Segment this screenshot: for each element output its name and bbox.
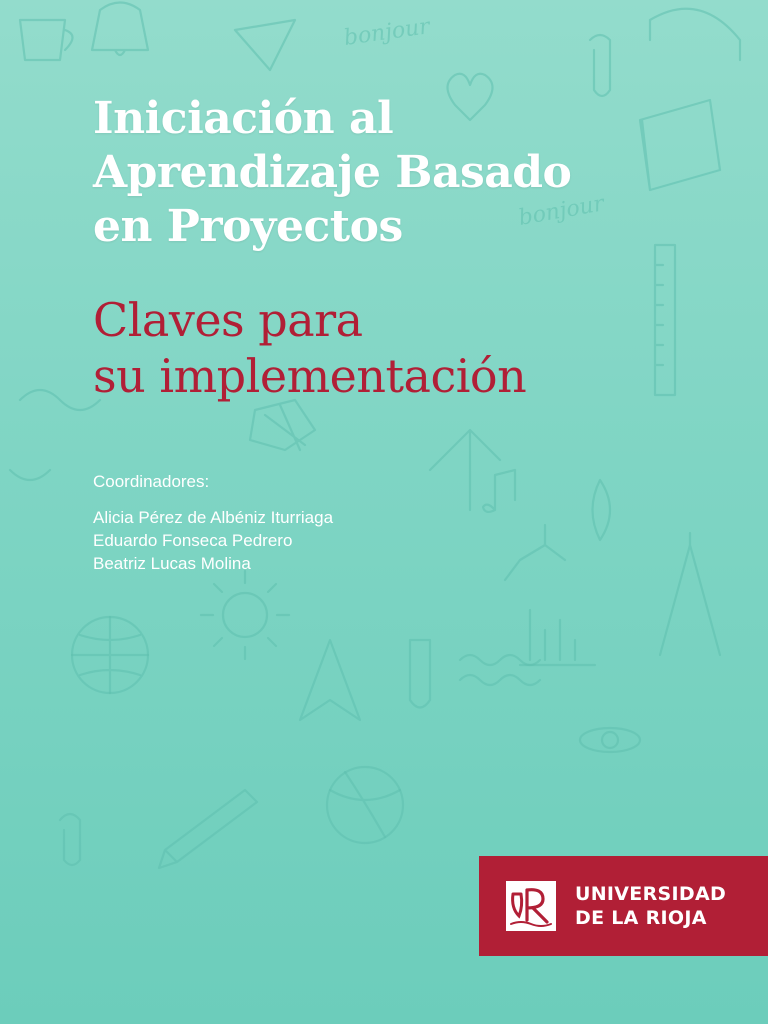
doodle-flask-icon [593,480,611,540]
subtitle-line: Claves para [93,293,363,347]
doodle-word-bonjour: bonjour [516,191,606,231]
doodle-sun-icon [223,593,267,637]
doodle-chart-icon [520,610,595,665]
title-line: Iniciación al [93,93,394,144]
doodle-sun-rays [201,571,289,659]
doodle-triangle-icon [235,20,295,70]
title-line: en Proyectos [93,201,403,252]
doodle-squiggle [10,390,100,480]
doodle-molecule-icon [505,525,565,580]
doodle-bell-icon [92,3,148,56]
doodle-spring-icon [460,655,540,685]
doodle-atom-icon [602,732,618,748]
coordinators-list [93,506,333,575]
title-line: Aprendizaje Basado [93,147,572,198]
university-seal-icon [505,880,557,932]
doodle-clip-icon [60,814,80,865]
doodle-word-bonjour: bonjour [342,14,432,51]
subtitle-line: su implementación [93,349,527,403]
publisher-name-line: UNIVERSIDAD [575,883,727,905]
doodle-music-note-icon [483,470,515,512]
doodle-pencil-icon [159,790,257,868]
book-title [93,92,733,254]
publisher-name [575,882,726,930]
doodle-cup-icon [20,20,73,60]
coordinator-name: Eduardo Fonseca Pedrero [93,531,293,550]
publisher-logo [479,856,768,956]
coordinator-name: Beatriz Lucas Molina [93,554,251,573]
doodle-ball-lines [330,772,400,837]
doodle-paper-plane-icon [300,640,360,720]
doodle-headphones-icon [650,9,740,60]
coordinators-label: Coordinadores: [93,472,210,491]
book-subtitle [93,292,733,404]
doodle-arrow-icon [430,430,500,510]
coordinator-name: Alicia Pérez de Albéniz Iturriaga [93,508,334,527]
doodle-compass-icon [660,533,720,655]
doodle-scribble [250,400,315,450]
doodle-paperclip-icon [590,35,610,96]
publisher-name-line: DE LA RIOJA [575,907,707,929]
doodle-bottle-icon [410,640,430,708]
